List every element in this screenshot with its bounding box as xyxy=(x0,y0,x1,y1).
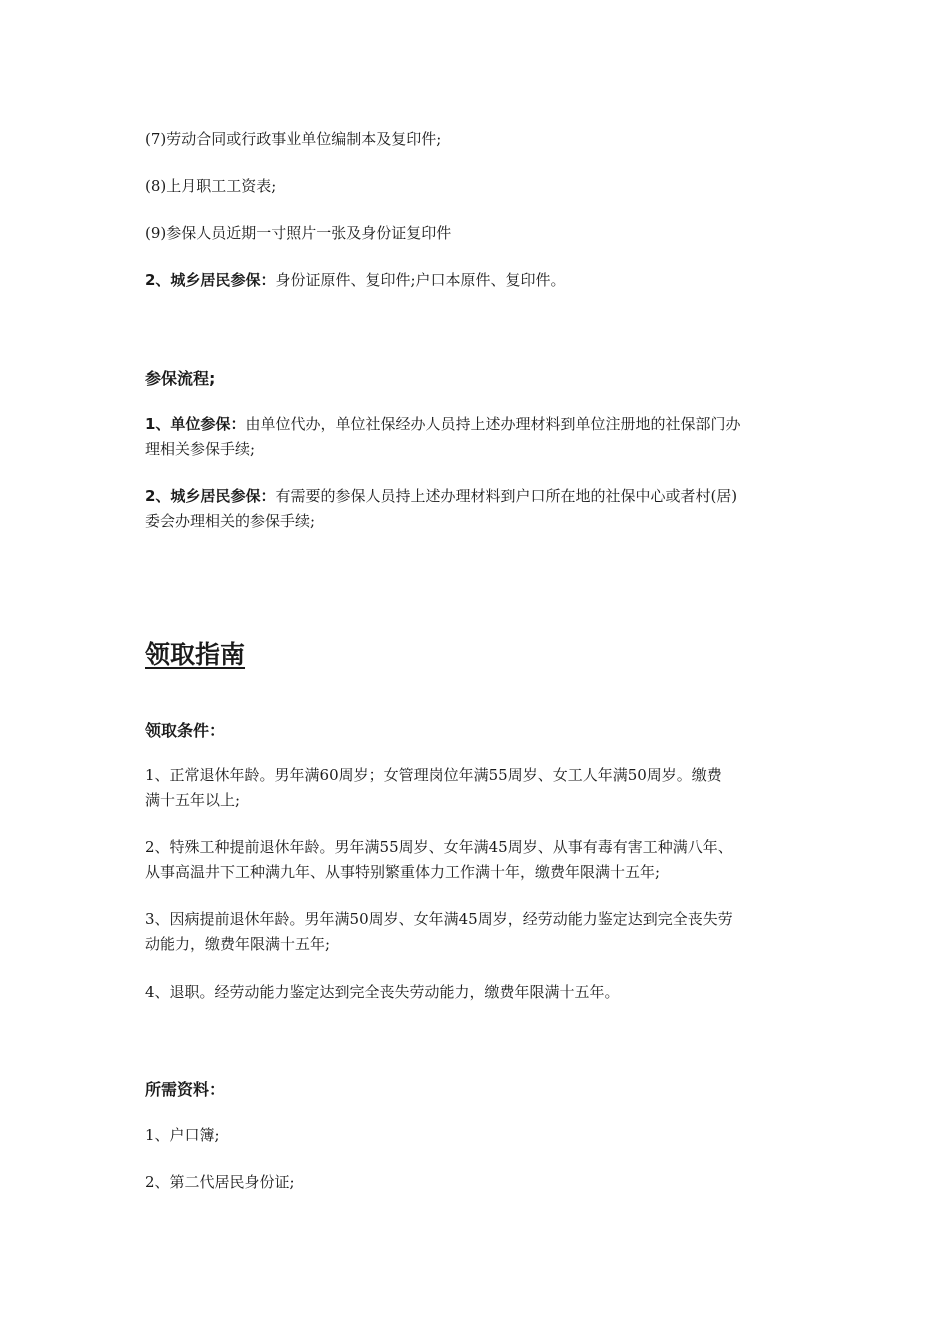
unit-enroll-text-2: 理相关参保手续; xyxy=(145,440,256,458)
unit-enroll-text-1: 由单位代办，单位社保经办人员持上述办理材料到单位注册地的社保部门办 xyxy=(245,415,741,433)
material-item-9: (9)参保人员近期一寸照片一张及身份证复印件 xyxy=(145,224,452,242)
resident-materials-paragraph xyxy=(145,268,815,293)
claim-conditions-heading: 领取条件： xyxy=(145,721,226,740)
required-materials-heading: 所需资料： xyxy=(145,1080,226,1099)
condition-3-line2: 动能力，缴费年限满十五年; xyxy=(145,935,331,953)
resident-materials-text: 身份证原件、复印件;户口本原件、复印件。 xyxy=(275,271,566,289)
unit-enroll-label: 1、单位参保： xyxy=(145,415,246,433)
resident-enroll-label: 2、城乡居民参保： xyxy=(145,487,276,505)
required-material-2: 2、第二代居民身份证; xyxy=(145,1173,295,1191)
required-material-1: 1、户口簿; xyxy=(145,1126,220,1144)
resident-enroll-text-2: 委会办理相关的参保手续; xyxy=(145,512,316,530)
unit-enroll-line1 xyxy=(145,412,815,437)
resident-enroll-text-1: 有需要的参保人员持上述办理材料到户口所在地的社保中心或者村(居) xyxy=(275,487,738,505)
condition-3-line1: 3、因病提前退休年龄。男年满50周岁、女年满45周岁，经劳动能力鉴定达到完全丧失劳 xyxy=(145,910,733,928)
material-item-8: (8)上月职工工资表; xyxy=(145,177,277,195)
resident-enroll-line1 xyxy=(145,484,815,509)
condition-2-line1: 2、特殊工种提前退休年龄。男年满55周岁、女年满45周岁、从事有毒有害工种满八年、 xyxy=(145,838,733,856)
condition-4: 4、退职。经劳动能力鉴定达到完全丧失劳动能力，缴费年限满十五年。 xyxy=(145,983,620,1001)
condition-1-line2: 满十五年以上; xyxy=(145,791,241,809)
enroll-process-heading: 参保流程; xyxy=(145,369,216,388)
resident-materials-label: 2、城乡居民参保： xyxy=(145,271,276,289)
condition-2-line2: 从事高温井下工种满九年、从事特别繁重体力工作满十年，缴费年限满十五年; xyxy=(145,863,661,881)
claim-guide-title: 领取指南 xyxy=(145,640,246,669)
material-item-7: (7)劳动合同或行政事业单位编制本及复印件; xyxy=(145,130,442,148)
condition-1-line1: 1、正常退休年龄。男年满60周岁；女管理岗位年满55周岁、女工人年满50周岁。缴费 xyxy=(145,766,722,784)
